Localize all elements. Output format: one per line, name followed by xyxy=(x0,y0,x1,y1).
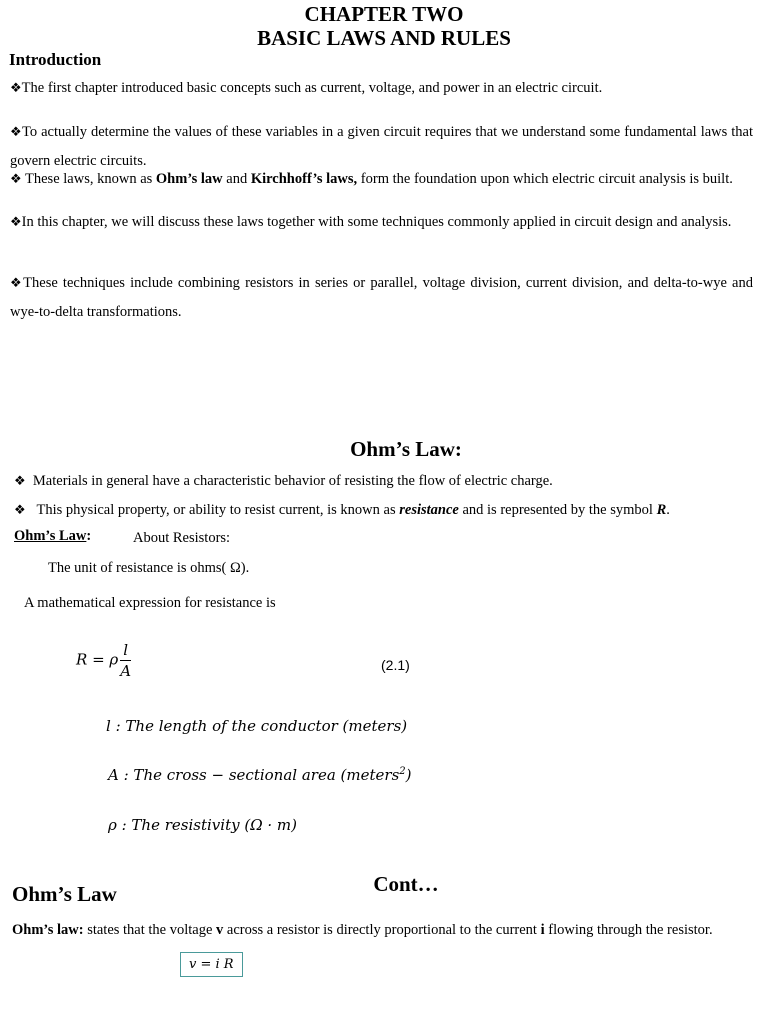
ohms-law-title: Ohm’s Law: xyxy=(350,437,462,461)
equation-number: (2.1) xyxy=(381,657,410,673)
chapter-number: CHAPTER TWO xyxy=(304,2,464,26)
diamond-bullet-icon: ❖ xyxy=(10,214,22,229)
def-area: A : The cross − sectional area (meters$^2$) xyxy=(108,766,412,784)
def-resistivity: ρ : The resistivity (Ω · m) xyxy=(108,816,298,834)
ohms-law-statement: Ohm’s law: states that the voltage v across a resistor is directly proportional to the current i flowing through the resistor. xyxy=(12,922,713,938)
intro-bullet-3: ❖ These laws, known as Ohm’s law and Kirchhoff’s laws, form the foundation upon which electric circuit analysis is built. xyxy=(10,171,733,187)
about-resistors: About Resistors: xyxy=(133,530,231,546)
expression-intro: A mathematical expression for resistance is xyxy=(24,595,276,611)
resistance-unit: The unit of resistance is ohms( Ω). xyxy=(48,560,250,576)
diamond-bullet-icon: ❖ xyxy=(14,502,26,517)
chapter-subtitle: BASIC LAWS AND RULES xyxy=(257,26,511,50)
fraction: $\frac{l}{A}$ xyxy=(120,641,132,680)
intro-bullet-5: ❖These techniques include combining resistors in series or parallel, voltage division, current division, and delta-to-wye and wye-to-delta transformations. xyxy=(10,275,753,320)
intro-bullet-1: ❖The first chapter introduced basic concepts such as current, voltage, and power in an electric circuit. xyxy=(10,80,603,96)
intro-bullet-2: ❖To actually determine the values of these variables in a given circuit requires that we understand some fundamental laws that govern electric circuits. xyxy=(10,124,753,169)
ohms-bullet-2: ❖ This physical property, or ability to resist current, is known as resistance and is represented by the symbol R. xyxy=(14,502,670,518)
chapter-title xyxy=(0,2,768,50)
ohms-law-label: Ohm’s Law: xyxy=(14,528,92,544)
ohms-law-boxed-equation: v = i R xyxy=(180,952,243,977)
diamond-bullet-icon: ❖ xyxy=(14,473,26,488)
resistance-equation: R = ρ $\frac{l}{A}$ xyxy=(76,641,132,680)
diamond-bullet-icon: ❖ xyxy=(10,80,22,95)
cont-title: Cont… xyxy=(373,872,439,896)
diamond-bullet-icon: ❖ xyxy=(10,275,24,290)
def-length: l : The length of the conductor (meters) xyxy=(106,717,408,735)
diamond-bullet-icon: ❖ xyxy=(10,124,23,139)
ohms-bullet-1: ❖ Materials in general have a characteristic behavior of resisting the flow of electric charge. xyxy=(14,473,553,489)
cont-heading: Ohm’s Law xyxy=(12,882,117,906)
intro-heading: Introduction xyxy=(9,50,102,69)
intro-bullet-4: ❖In this chapter, we will discuss these laws together with some techniques commonly applied in circuit design and analysis. xyxy=(10,214,732,230)
diamond-bullet-icon: ❖ xyxy=(10,171,22,186)
